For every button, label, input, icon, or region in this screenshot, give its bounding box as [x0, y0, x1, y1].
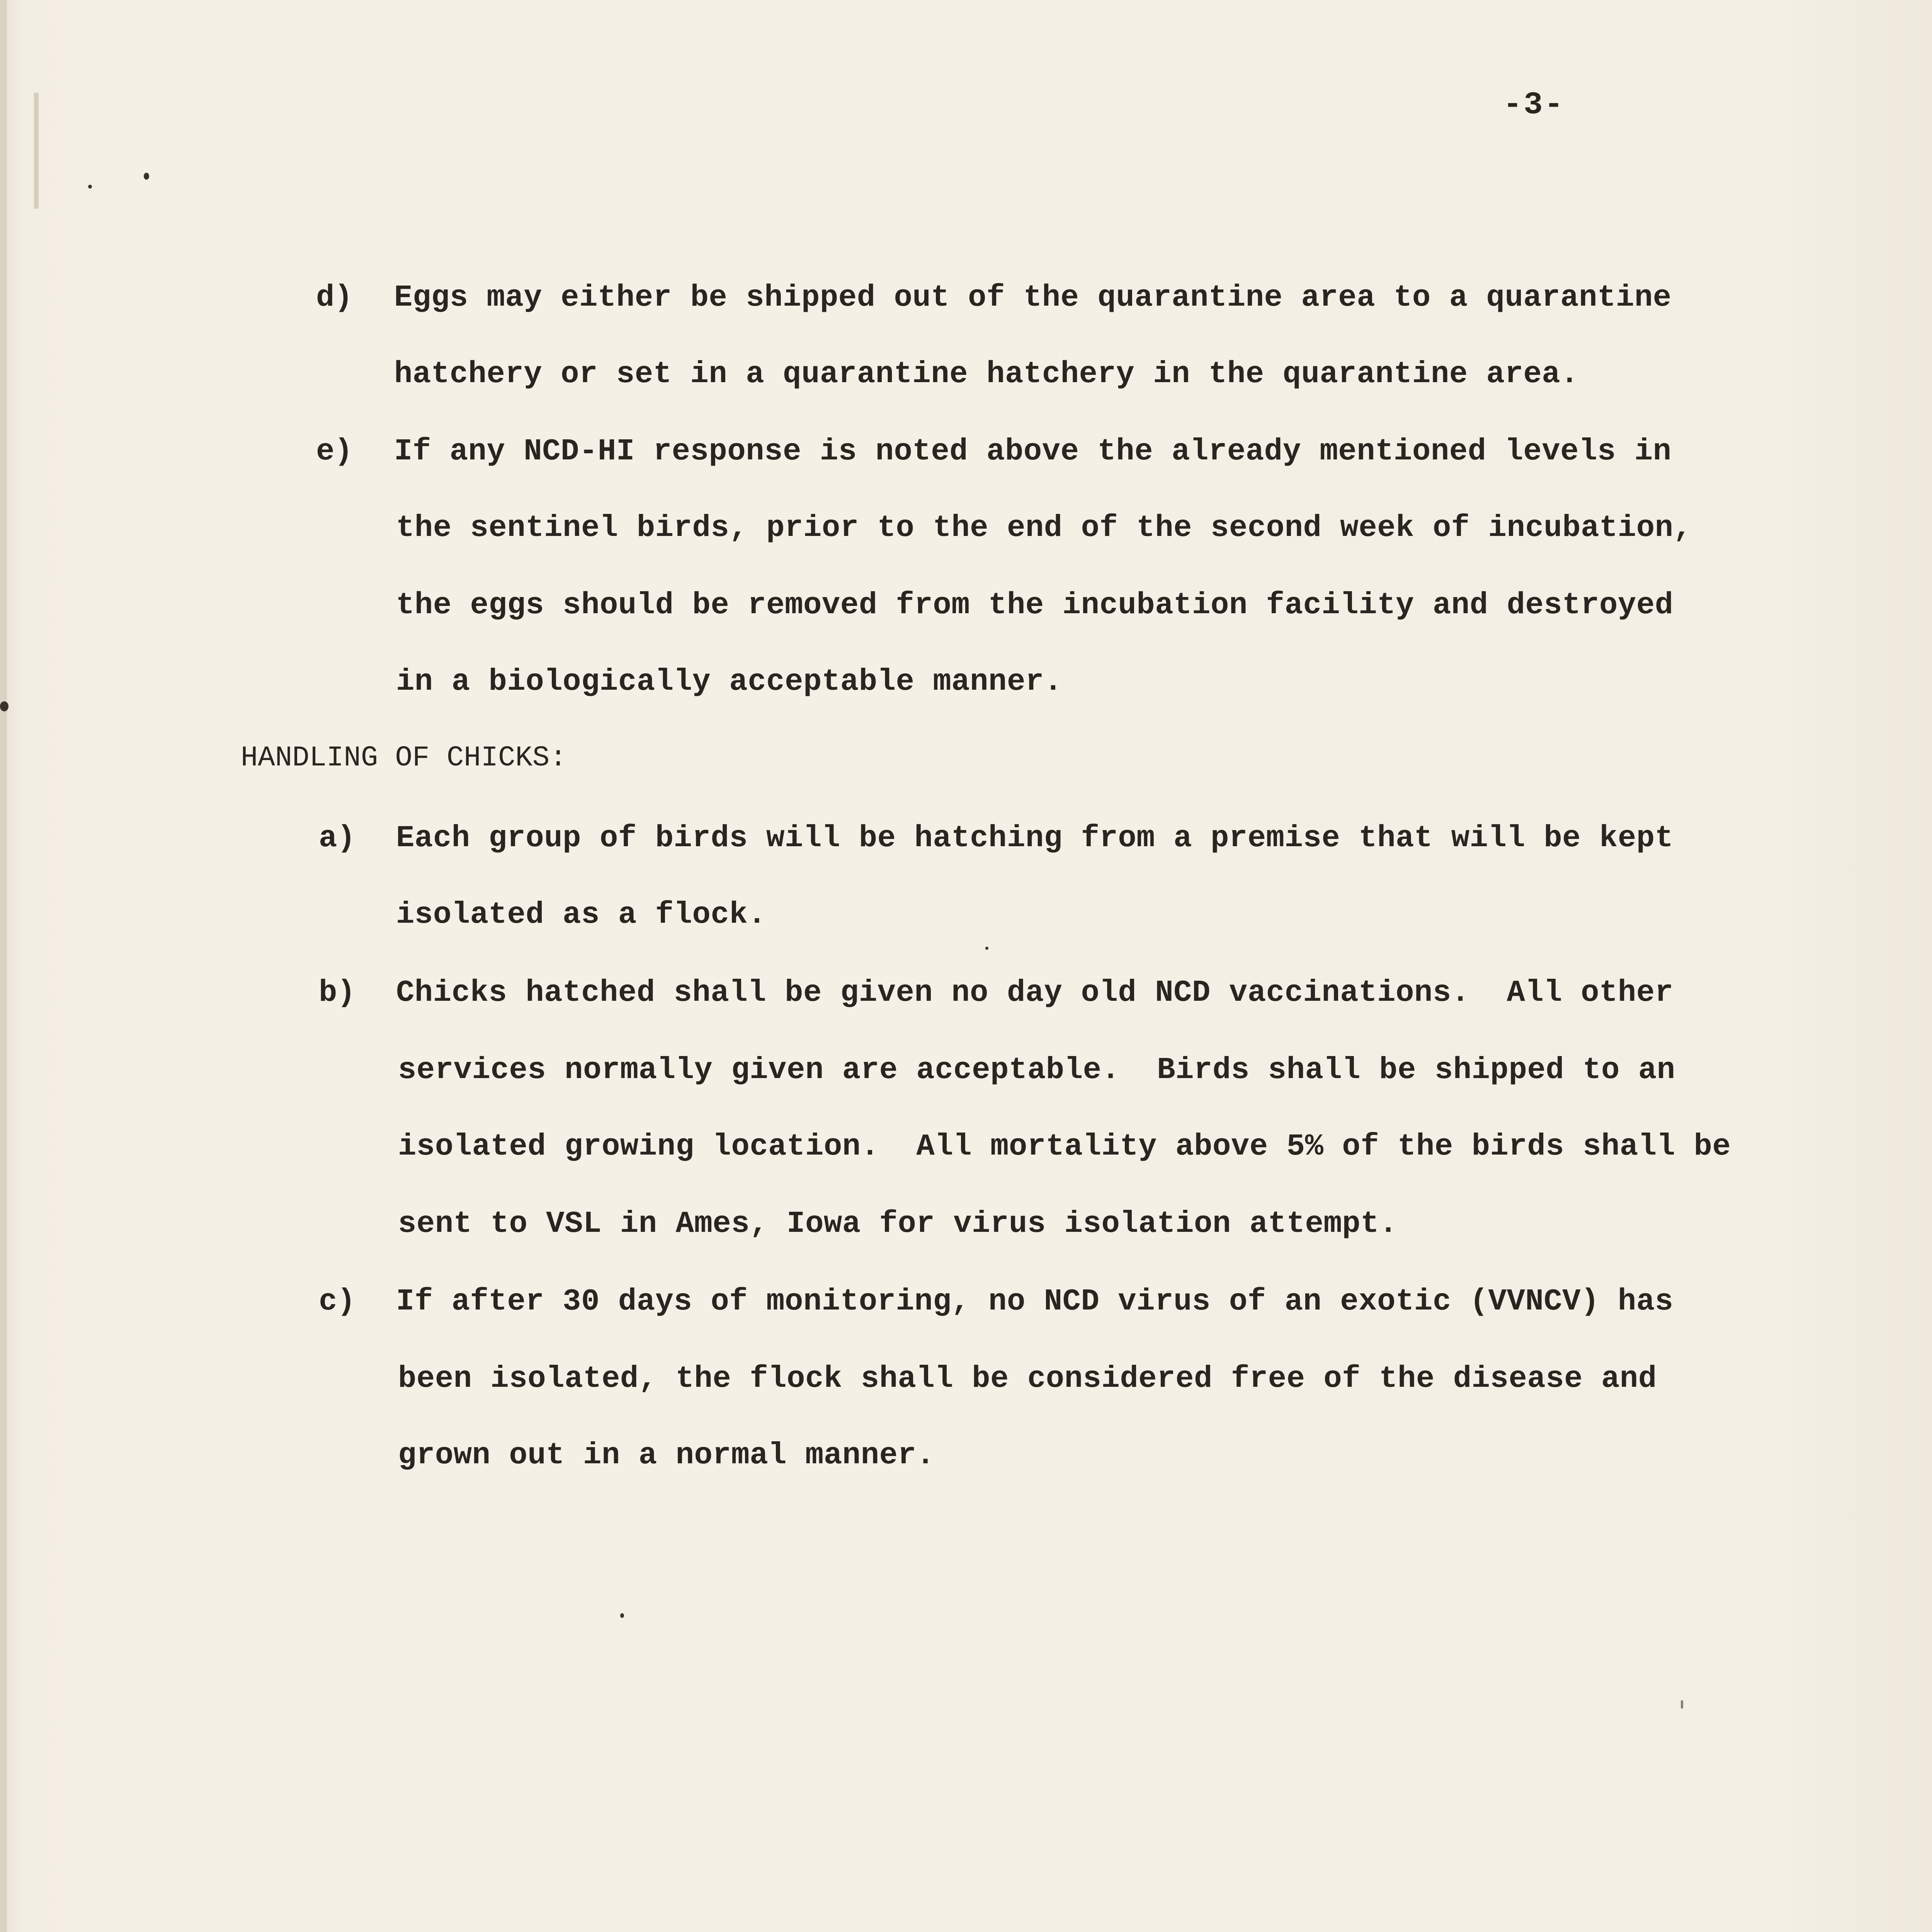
section-heading: HANDLING OF CHICKS:	[241, 742, 567, 774]
scan-speck	[1681, 1700, 1683, 1709]
item-b-line-4: sent to VSL in Ames, Iowa for virus isolation attempt.	[398, 1206, 1398, 1241]
item-c-line-1: If after 30 days of monitoring, no NCD virus of an exotic (VVNCV) has	[396, 1284, 1673, 1319]
item-b-line-1: Chicks hatched shall be given no day old NCD vaccinations. All other	[396, 975, 1673, 1010]
item-e-line-4: in a biologically acceptable manner.	[396, 664, 1063, 699]
item-a-line-2: isolated as a flock.	[396, 897, 767, 932]
item-e-line-2: the sentinel birds, prior to the end of the second week of incubation,	[396, 510, 1692, 545]
scan-speck	[88, 185, 92, 189]
item-d-marker: d)	[316, 280, 353, 315]
scan-speck	[985, 947, 988, 950]
item-b-line-2: services normally given are acceptable. Birds shall be shipped to an	[398, 1053, 1675, 1087]
item-a-line-1: Each group of birds will be hatching from a premise that will be kept	[396, 821, 1673, 855]
item-e-line-1: If any NCD-HI response is noted above the already mentioned levels in	[394, 434, 1672, 469]
page-edge-shadow	[0, 0, 7, 1932]
item-d-line-1: Eggs may either be shipped out of the quarantine area to a quarantine	[394, 280, 1672, 315]
scan-speck	[620, 1613, 624, 1618]
scan-speck	[0, 701, 9, 711]
item-d-line-2: hatchery or set in a quarantine hatchery in the quarantine area.	[394, 357, 1579, 391]
item-a-marker: a)	[319, 821, 355, 855]
scan-speck	[144, 173, 149, 180]
item-b-marker: b)	[319, 975, 355, 1010]
item-e-marker: e)	[316, 434, 353, 469]
item-c-line-2: been isolated, the flock shall be considered free of the disease and	[398, 1361, 1657, 1396]
item-c-marker: c)	[319, 1284, 355, 1319]
page-number: -3-	[1503, 87, 1565, 123]
item-e-line-3: the eggs should be removed from the incubation facility and destroyed	[396, 588, 1673, 622]
item-c-line-3: grown out in a normal manner.	[398, 1438, 935, 1473]
binding-mark	[34, 93, 39, 209]
item-b-line-3: isolated growing location. All mortality above 5% of the birds shall be	[398, 1129, 1731, 1164]
